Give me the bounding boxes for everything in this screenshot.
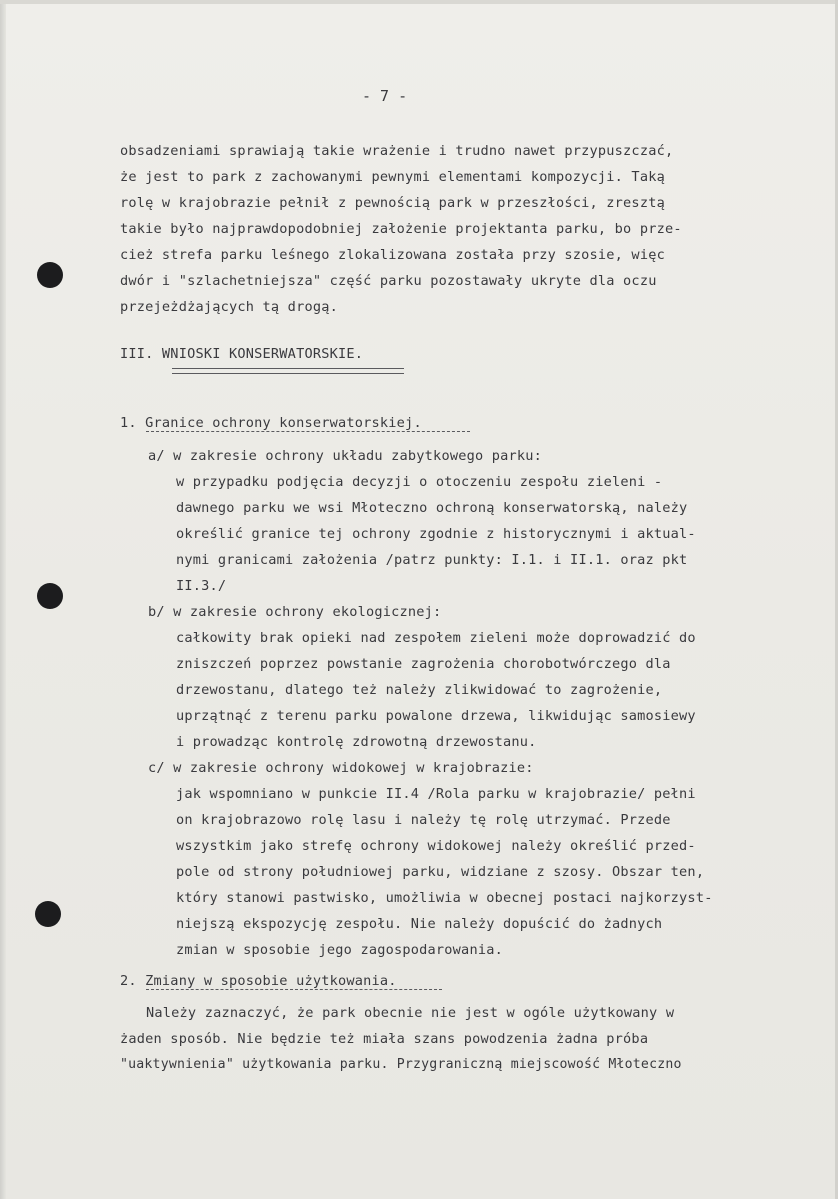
body-line: który stanowi pastwisko, umożliwia w obecnej postaci najkorzyst- bbox=[176, 890, 713, 906]
body-line: dawnego parku we wsi Młoteczno ochroną konserwatorską, należy bbox=[176, 500, 688, 516]
item-title: 1. Granice ochrony konserwatorskiej. bbox=[120, 415, 422, 431]
body-line: zniszczeń poprzez powstanie zagrożenia chorobotwórczego dla bbox=[176, 656, 671, 672]
body-line: dwór i "szlachetniejsza" część parku pozostawały ukryte dla oczu bbox=[120, 273, 657, 289]
body-line: takie było najprawdopodobniej założenie projektanta parku, bo prze- bbox=[120, 221, 682, 237]
subitem-label: a/ w zakresie ochrony układu zabytkowego parku: bbox=[148, 448, 543, 464]
page-top-edge bbox=[0, 0, 838, 4]
body-line: II.3./ bbox=[176, 578, 227, 594]
body-line: on krajobrazowo rolę lasu i należy tę rolę utrzymać. Przede bbox=[176, 812, 671, 828]
body-line: przejeżdżających tą drogą. bbox=[120, 299, 338, 315]
body-line: drzewostanu, dlatego też należy zlikwidować to zagrożenie, bbox=[176, 682, 663, 698]
body-line: że jest to park z zachowanymi pewnymi elementami kompozycji. Taką bbox=[120, 169, 665, 185]
body-line: nymi granicami założenia /patrz punkty: I.1. i II.1. oraz pkt bbox=[176, 552, 688, 568]
body-line: wszystkim jako strefę ochrony widokowej należy określić przed- bbox=[176, 838, 696, 854]
punch-hole bbox=[35, 901, 61, 927]
heading-double-underline bbox=[172, 368, 404, 374]
punch-hole bbox=[37, 583, 63, 609]
item-title-underline bbox=[146, 431, 470, 433]
body-line: określić granice tej ochrony zgodnie z historycznymi i aktual- bbox=[176, 526, 696, 542]
subitem-label: b/ w zakresie ochrony ekologicznej: bbox=[148, 604, 442, 620]
section-heading: III. WNIOSKI KONSERWATORSKIE. bbox=[120, 346, 364, 362]
body-line: "uaktywnienia" użytkowania parku. Przygraniczną miejscowość Młoteczno bbox=[120, 1057, 682, 1072]
body-line: obsadzeniami sprawiają takie wrażenie i trudno nawet przypuszczać, bbox=[120, 143, 674, 159]
subitem-label: c/ w zakresie ochrony widokowej w krajobrazie: bbox=[148, 760, 534, 776]
body-line: uprzątnąć z terenu parku powalone drzewa, likwidując samosiewy bbox=[176, 708, 696, 724]
body-line: jak wspomniano w punkcie II.4 /Rola parku w krajobrazie/ pełni bbox=[176, 786, 696, 802]
punch-hole bbox=[37, 262, 63, 288]
item-title: 2. Zmiany w sposobie użytkowania. bbox=[120, 973, 397, 989]
body-line: cież strefa parku leśnego zlokalizowana została przy szosie, więc bbox=[120, 247, 665, 263]
body-line: całkowity brak opieki nad zespołem zieleni może doprowadzić do bbox=[176, 630, 696, 646]
page-number: - 7 - bbox=[362, 87, 408, 105]
body-line: zmian w sposobie jego zagospodarowania. bbox=[176, 942, 503, 958]
body-line: i prowadząc kontrolę zdrowotną drzewostanu. bbox=[176, 734, 537, 750]
body-line: pole od strony południowej parku, widziane z szosy. Obszar ten, bbox=[176, 864, 705, 880]
page-left-edge bbox=[0, 0, 6, 1199]
item-title-underline bbox=[146, 989, 442, 991]
body-line: żaden sposób. Nie będzie też miała szans powodzenia żadna próba bbox=[120, 1031, 649, 1047]
body-line: w przypadku podjęcia decyzji o otoczeniu zespołu zieleni - bbox=[176, 474, 663, 490]
body-line: rolę w krajobrazie pełnił z pewnością park w przeszłości, zresztą bbox=[120, 195, 665, 211]
body-line: Należy zaznaczyć, że park obecnie nie jest w ogóle użytkowany w bbox=[146, 1005, 675, 1021]
body-line: niejszą ekspozycję zespołu. Nie należy dopuścić do żadnych bbox=[176, 916, 663, 932]
